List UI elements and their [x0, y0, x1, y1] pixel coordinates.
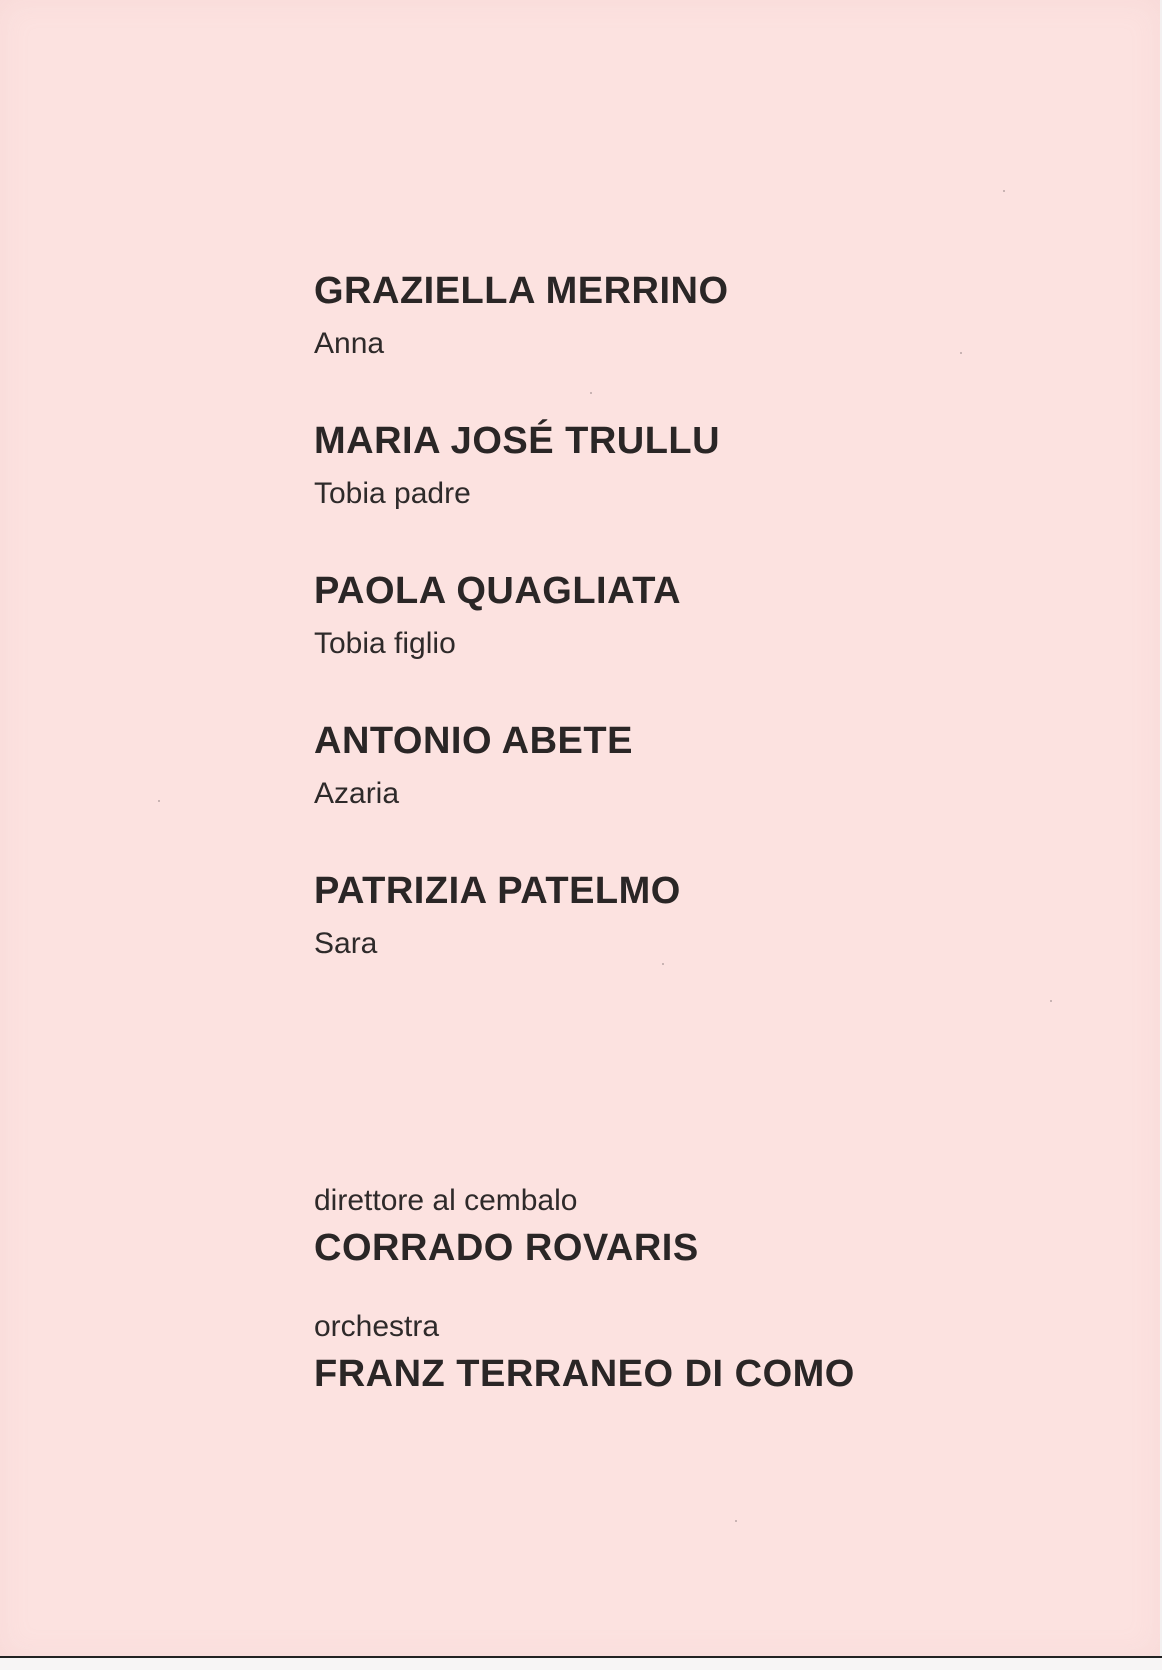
cast-entry: [314, 570, 1074, 662]
paper-speck: [662, 963, 664, 965]
performer-name: ANTONIO ABETE: [314, 720, 633, 762]
role-name: Azaria: [314, 777, 400, 810]
credit-name: FRANZ TERRANEO DI COMO: [314, 1353, 855, 1395]
cast-entry: [314, 720, 1074, 812]
cast-entry: [314, 270, 1074, 362]
paper-speck: [960, 352, 962, 354]
credit-label: direttore al cembalo: [314, 1184, 578, 1217]
performer-name: PAOLA QUAGLIATA: [314, 570, 682, 612]
paper-speck: [1003, 190, 1005, 192]
paper-speck: [158, 800, 160, 802]
role-name: Sara: [314, 927, 378, 960]
cast-list: [314, 270, 1074, 1020]
paper-speck: [1050, 1000, 1052, 1002]
performer-name: GRAZIELLA MERRINO: [314, 270, 729, 312]
orchestra-credit: [314, 1309, 1074, 1395]
conductor-credit: [314, 1183, 1074, 1269]
performer-name: PATRIZIA PATELMO: [314, 870, 681, 912]
cast-entry: [314, 870, 1074, 962]
credit-name: CORRADO ROVARIS: [314, 1227, 699, 1269]
role-name: Tobia figlio: [314, 627, 456, 660]
performer-name: MARIA JOSÉ TRULLU: [314, 420, 721, 462]
paper-speck: [735, 1520, 737, 1522]
role-name: Tobia padre: [314, 477, 471, 510]
cast-entry: [314, 420, 1074, 512]
scan-bottom-edge: [0, 1656, 1162, 1670]
credit-label: orchestra: [314, 1310, 440, 1343]
role-name: Anna: [314, 327, 385, 360]
credits-list: [314, 1183, 1074, 1435]
paper-speck: [590, 392, 592, 394]
